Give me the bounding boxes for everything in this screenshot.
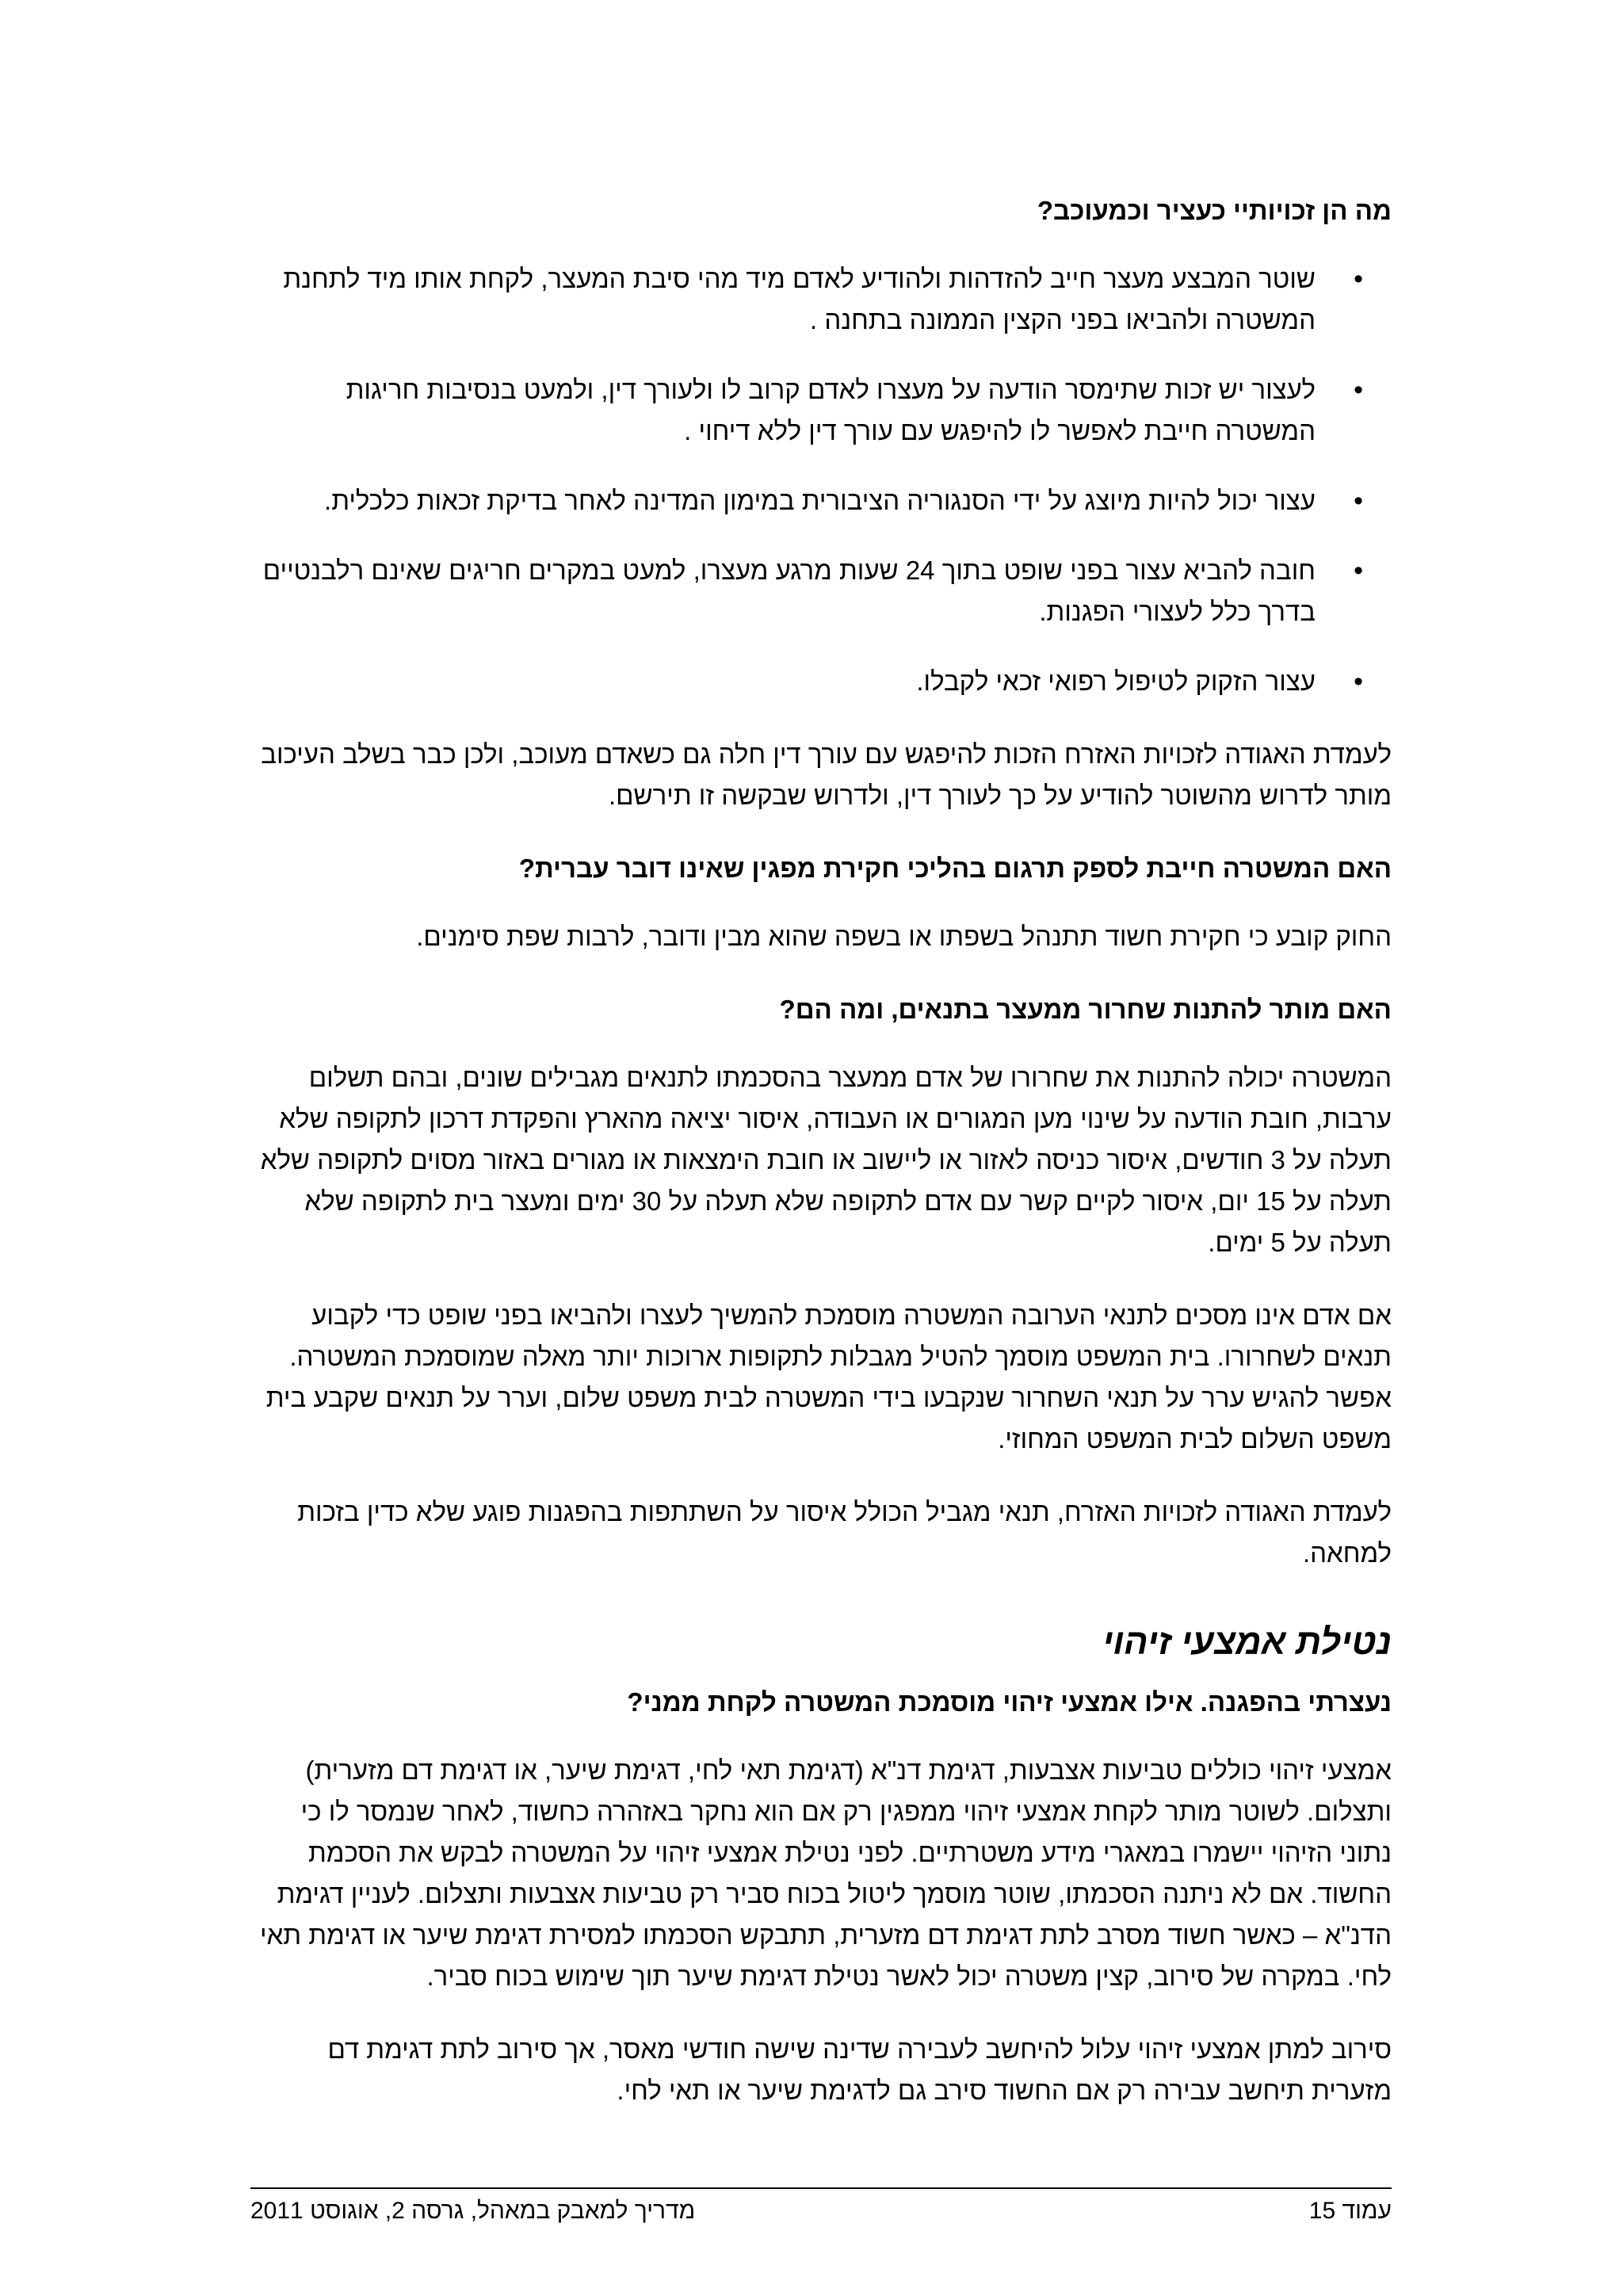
rights-list bbox=[250, 258, 1392, 702]
paragraph-identification-1: אמצעי זיהוי כוללים טביעות אצבעות, דגימת דנ"א (דגימת תאי לחי, דגימת שיער, או דגימת דם מזערית) ותצלום. לשוטר מותר לקחת אמצעי זיהוי ממפגין רק אם הוא נחקר באזהרה כחשוד, לאחר שנמסר לו כי נתוני הזיהוי יישמרו במאגרי מידע משטרתיים. לפני נטילת אמצעי זיהוי על המשטרה לבקש את הסכמת החשוד. אם לא ניתנה הסכמתו, שוטר מוסמך ליטול בכוח סביר רק טביעות אצבעות ותצלום. לעניין דגימת הדנ"א – כאשר חשוד מסרב לתת דגימת דם מזערית, תתבקש הסכמתו למסירת דגימת שיער או דגימת תאי לחי. במקרה של סירוב, קצין משטרה יכול לאשר נטילת דגימת שיער תוך שימוש בכוח סביר. bbox=[260, 1755, 1392, 1991]
paragraph-conditions-1: המשטרה יכולה להתנות את שחרורו של אדם ממעצר בהסכמתו לתנאים מגבילים שונים, ובהם תשלום ערבות, חובת הודעה על שינוי מען המגורים או העבודה, איסור יציאה מהארץ והפקדת דרכון לתקופה שלא תעלה על 3 חודשים, איסור כניסה לאזור או ליישוב או חובת הימצאות או מגורים באזור מסוים לתקופה שלא תעלה על 15 יום, איסור לקיים קשר עם אדם לתקופה שלא תעלה על 30 ימים ומעצר בית לתקופה שלא תעלה על 5 ימים. bbox=[260, 1063, 1392, 1257]
page-content bbox=[250, 190, 1392, 2143]
page-number: עמוד 15 bbox=[1308, 2198, 1392, 2224]
paragraph-lawyer: לעמדת האגודה לזכויות האזרח הזכות להיפגש עם עורך דין חלה גם כשאדם מעוכב, ולכן כבר בשלב העיכוב מותר לדרוש מהשוטר להודיע על כך לעורך דין, ולדרוש שבקשה זו תירשם. bbox=[261, 739, 1392, 810]
rights-bullet: • שוטר המבצע מעצר חייב להזדהות ולהודיע לאדם מיד מהי סיבת המעצר, לקחת אותו מיד לתחנת המשטרה ולהביאו בפני הקצין הממונה בתחנה . bbox=[250, 258, 1392, 341]
heading-identification: נעצרתי בהפגנה. אילו אמצעי זיהוי מוסמכת המשטרה לקחת ממני? bbox=[627, 1687, 1392, 1717]
paragraph-identification-2: סירוב למתן אמצעי זיהוי עלול להיחשב לעבירה שדינה שישה חודשי מאסר, אך סירוב לתת דגימת דם מזערית תיחשב עבירה רק אם החשוד סירב גם לדגימת שיער או תאי לחי. bbox=[327, 2034, 1392, 2105]
heading-conditions: האם מותר להתנות שחרור ממעצר בתנאים, ומה הם? bbox=[779, 995, 1392, 1024]
rights-bullet: • עצור הזקוק לטיפול רפואי זכאי לקבלו. bbox=[250, 661, 1392, 702]
document-title-footer: מדריך למאבק במאהל, גרסה 2, אוגוסט 2011 bbox=[250, 2198, 696, 2224]
paragraph-conditions-2: אם אדם אינו מסכים לתנאי הערובה המשטרה מוסמכת להמשיך לעצרו ולהביאו בפני שופט כדי לקבוע תנאים לשחרורו. בית המשפט מוסמך להטיל מגבלות לתקופות ארוכות יותר מאלה שמוסמכת המשטרה. אפשר להגיש ערר על תנאי השחרור שנקבעו בידי המשטרה לבית משפט שלום, וערר על תנאים שקבע בית משפט השלום לבית המשפט המחוזי. bbox=[265, 1301, 1392, 1454]
rights-bullet: • לעצור יש זכות שתימסר הודעה על מעצרו לאדם קרוב לו ולעורך דין, ולמעט בנסיבות חריגות המשטרה חייבת לאפשר לו להיפגש עם עורך דין ללא דיחוי . bbox=[250, 369, 1392, 452]
paragraph-conditions-3: לעמדת האגודה לזכויות האזרח, תנאי מגביל הכולל איסור על השתתפות בהפגנות פוגע שלא כדין בזכות למחאה. bbox=[297, 1497, 1392, 1568]
rights-bullet: • עצור יכול להיות מיוצג על ידי הסנגוריה הציבורית במימון המדינה לאחר בדיקת זכאות כלכלית. bbox=[250, 480, 1392, 521]
section-title-identification: נטילת אמצעי זיהוי bbox=[1102, 1622, 1392, 1662]
heading-rights: מה הן זכויותיי כעציר וכמעוכב? bbox=[1037, 196, 1392, 225]
heading-translation: האם המשטרה חייבת לספק תרגום בהליכי חקירת מפגין שאינו דובר עברית? bbox=[518, 854, 1392, 883]
page-footer bbox=[250, 2187, 1392, 2227]
rights-bullet: • חובה להביא עצור בפני שופט בתוך 24 שעות מרגע מעצרו, למעט במקרים חריגים שאינם רלבנטיים בדרך כלל לעצורי הפגנות. bbox=[250, 550, 1392, 632]
paragraph-translation: החוק קובע כי חקירת חשוד תתנהל בשפתו או בשפה שהוא מבין ודובר, לרבות שפת סימנים. bbox=[416, 922, 1392, 951]
